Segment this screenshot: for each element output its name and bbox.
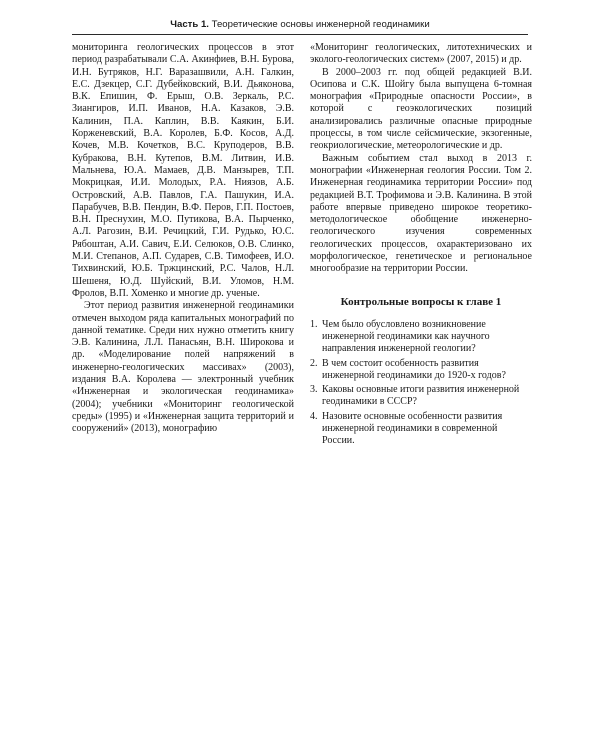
paragraph: мониторинга геологических процессов в этот период разрабатывали С.А. Акинфиев, В.Н. Бурова, И.Н. Бутряков, Н.Г. Варазашвили, А.Н. Галкин, Е.С. Дзекцер, С.Г. Дубейковский, В.И. Дьяконова, В.К. Епишин, Ф. Ерыш, О.В. Зеркаль, Р.С. Зиангиров, И.П. Иванов, Н.А. Казаков, Э.В. Калинин, П.А. Каплин, В.В. Каякин, Б.И. Корженевский, В.А. Королев, Б.Ф. Косов, А.Д. Кочев, М.В. Кочетков, В.С. Круподеров, В.В. Кубракова, В.Н. Кутепов, В.М. Литвин, И.В. Мальнева, Ю.А. Мамаев, Д.В. Манзырев, Т.П. Мокрицкая, И.И. Молодых, Р.А. Ниязов, А.Б. Островский, А.В. Павлов, Г.А. Пашукин, И.А. Парабучев, В.В. Пендин, В.Ф. Перов, Г.П. Постоев, В.Н. Преснухин, М.О. Путикова, В.А. Пырченко, А.Л. Рагозин, В.И. Речицкий, Г.И. Рудько, Ю.С. Рябоштан, А.И. Савич, Е.И. Селюков, О.В. Слинко, М.И. Степанов, А.П. Сударев, С.В. Тимофеев, И.О. Тихвинский, Ю.Б. Тржцинский, Р.С. Чалов, Н.Л. Шешеня, Ю.Д. Шуйский, В.И. Уломов, Н.М. Фролов, В.П. Хоменко и многие др. ученые. — [72, 42, 294, 299]
questions-list — [310, 319, 532, 448]
question-text: Назовите основные особенности развития инженерной геодинамики в современной России. — [322, 410, 503, 447]
left-column — [72, 42, 294, 450]
question-text: Чем было обусловлено возникновение инженерной геодинамики как научного направления инженерной геологии? — [322, 318, 490, 355]
question-text: В чем состоит особенность развития инженерной геодинамики до 1920-х годов? — [322, 357, 506, 381]
questions-heading: Контрольные вопросы к главе 1 — [340, 295, 502, 308]
paragraph: Важным событием стал выход в 2013 г. монографии «Инженерная геология России. Том 2. Инженерная геодинамика территории России» под редакцией В.Т. Трофимова и Э.В. Калинина. В этой работе впервые приведено широкое теоретико-методологическое обобщение инженерно-геологического изучения современных геологических процессов, охарактеризовано их морфологическое, генетическое и региональное многообразие на территории России. — [310, 152, 532, 275]
paragraph: «Мониторинг геологических, литотехнических и эколого-геологических систем» (2007, 2015) и др. — [310, 42, 532, 66]
review-questions — [310, 296, 532, 448]
question-number: 3. — [310, 384, 318, 396]
page-body — [72, 42, 532, 450]
header-part-label: Часть 1. — [170, 19, 209, 30]
right-column — [310, 42, 532, 450]
header-title: Теоретические основы инженерной геодинамики — [211, 19, 430, 30]
question-number: 4. — [310, 410, 318, 422]
list-item — [310, 358, 532, 383]
running-header — [72, 16, 528, 35]
list-item — [310, 319, 532, 356]
paragraph: В 2000–2003 гг. под общей редакцией В.И. Осипова и С.К. Шойгу была выпущена 6-томная монография «Природные опасности России», в которой с геоэкологических позиций анализировались различные опасные природные процессы, в том числе сейсмические, экзогенные, геокриологические, метеорологические и др. — [310, 66, 532, 152]
paragraph: Этот период развития инженерной геодинамики отмечен выходом ряда капитальных монографий по данной тематике. Среди них нужно отметить книгу Э.В. Калинина, Л.Л. Панасьян, В.Н. Широкова и др. «Моделирование полей напряжений в инженерно-геологических массивах» (2003), издания В.А. Королева — электронный учебник «Инженерная и экологическая геодинамика» (2004); учебники «Мониторинг геологической среды» (1995) и «Инженерная защита территорий и сооружений» (2013), монографию — [72, 300, 294, 435]
question-text: Каковы основные итоги развития инженерной геодинамики в СССР? — [322, 384, 520, 408]
question-number: 2. — [310, 357, 318, 369]
list-item — [310, 384, 532, 409]
list-item — [310, 411, 532, 448]
question-number: 1. — [310, 318, 318, 330]
